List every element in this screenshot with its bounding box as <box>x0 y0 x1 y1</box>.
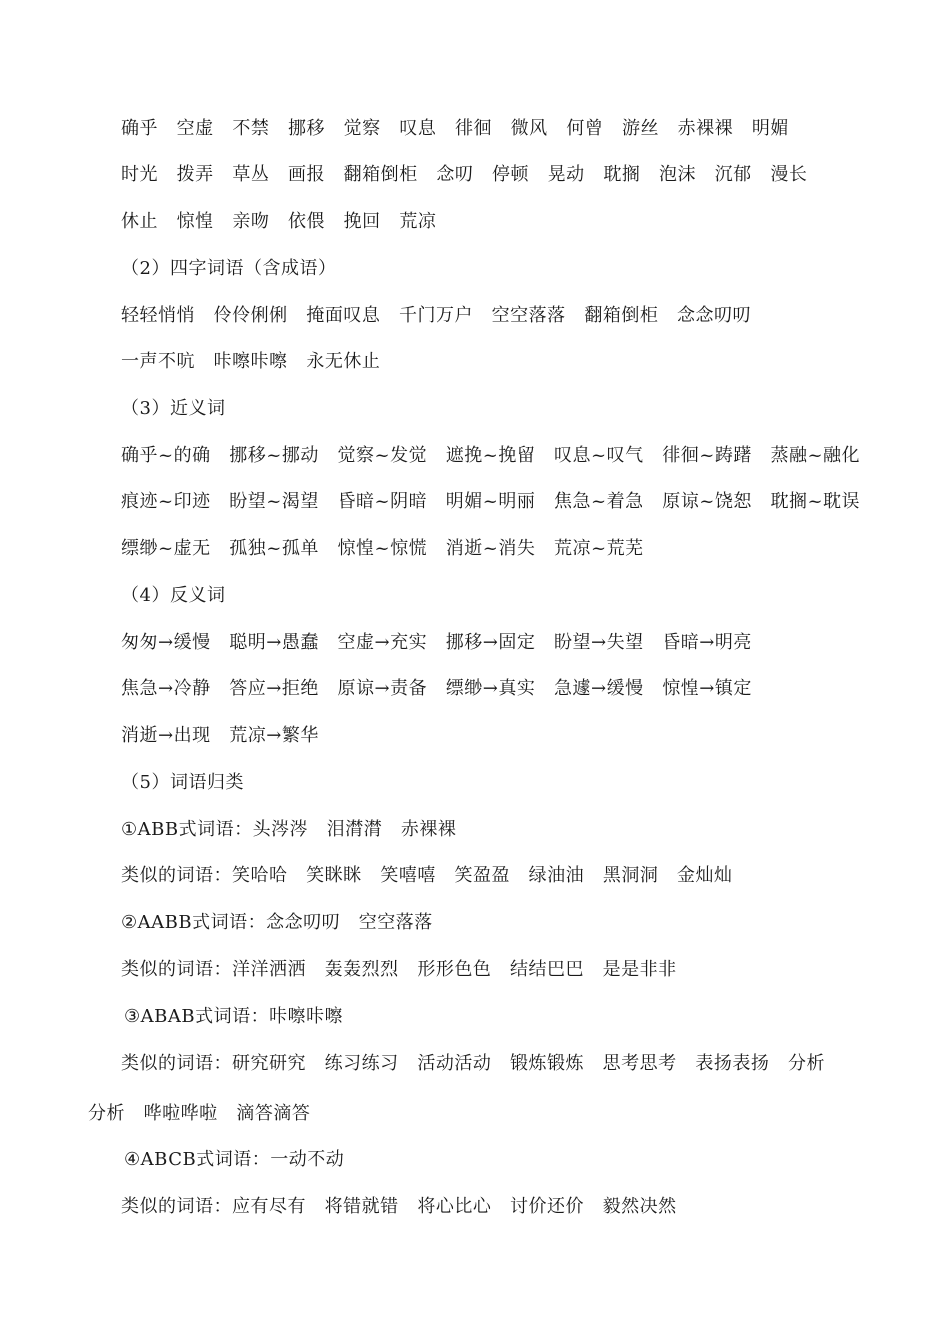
vocab-line-3: 休止 惊惶 亲吻 依偎 挽回 荒凉 <box>121 211 437 232</box>
four-char-line-2: 一声不吭 咔嚓咔嚓 永无休止 <box>121 351 381 372</box>
section-heading-four-char: （2）四字词语（含成语） <box>121 258 337 279</box>
section-heading-antonyms: （4）反义词 <box>121 585 226 606</box>
vocab-line-2: 时光 拨弄 草丛 画报 翻箱倒柜 念叨 停顿 晃动 耽搁 泡沫 沉郁 漫长 <box>121 164 808 185</box>
abab-pattern-line: ③ABAB式词语：咔嚓咔嚓 <box>124 1006 344 1027</box>
antonym-line-3: 消逝→出现 荒凉→繁华 <box>121 725 319 746</box>
vocab-line-1: 确乎 空虚 不禁 挪移 觉察 叹息 徘徊 微风 何曾 游丝 赤裸裸 明媚 <box>121 118 789 139</box>
aabb-pattern-line: ②AABB式词语：念念叨叨 空空落落 <box>121 912 433 933</box>
aabb-similar-line: 类似的词语：洋洋洒洒 轰轰烈烈 形形色色 结结巴巴 是是非非 <box>121 959 677 980</box>
abcb-similar-line: 类似的词语：应有尽有 将错就错 将心比心 讨价还价 毅然决然 <box>121 1196 677 1217</box>
section-heading-classification: （5）词语归类 <box>121 772 244 793</box>
abab-similar-line-2: 分析 哗啦哗啦 滴答滴答 <box>88 1103 311 1124</box>
abb-similar-line: 类似的词语：笑哈哈 笑眯眯 笑嘻嘻 笑盈盈 绿油油 黑洞洞 金灿灿 <box>121 865 733 886</box>
abab-similar-line-1: 类似的词语：研究研究 练习练习 活动活动 锻炼锻炼 思考思考 表扬表扬 分析 <box>121 1053 825 1074</box>
four-char-line-1: 轻轻悄悄 伶伶俐俐 掩面叹息 千门万户 空空落落 翻箱倒柜 念念叨叨 <box>121 305 751 326</box>
synonym-line-2: 痕迹~印迹 盼望~渴望 昏暗~阴暗 明媚~明丽 焦急~着急 原谅~饶恕 耽搁~耽误 <box>121 491 861 512</box>
antonym-line-1: 匆匆→缓慢 聪明→愚蠢 空虚→充实 挪移→固定 盼望→失望 昏暗→明亮 <box>121 632 752 653</box>
antonym-line-2: 焦急→冷静 答应→拒绝 原谅→责备 缥缈→真实 急遽→缓慢 惊惶→镇定 <box>121 678 752 699</box>
abcb-pattern-line: ④ABCB式词语：一动不动 <box>124 1149 345 1170</box>
section-heading-synonyms: （3）近义词 <box>121 398 226 419</box>
synonym-line-3: 缥缈~虚无 孤独~孤单 惊惶~惊慌 消逝~消失 荒凉~荒芜 <box>121 538 644 559</box>
abb-pattern-line: ①ABB式词语：头涔涔 泪潸潸 赤裸裸 <box>121 819 457 840</box>
synonym-line-1: 确乎~的确 挪移~挪动 觉察~发觉 遮挽~挽留 叹息~叹气 徘徊~踌躇 蒸融~融化 <box>121 445 861 466</box>
